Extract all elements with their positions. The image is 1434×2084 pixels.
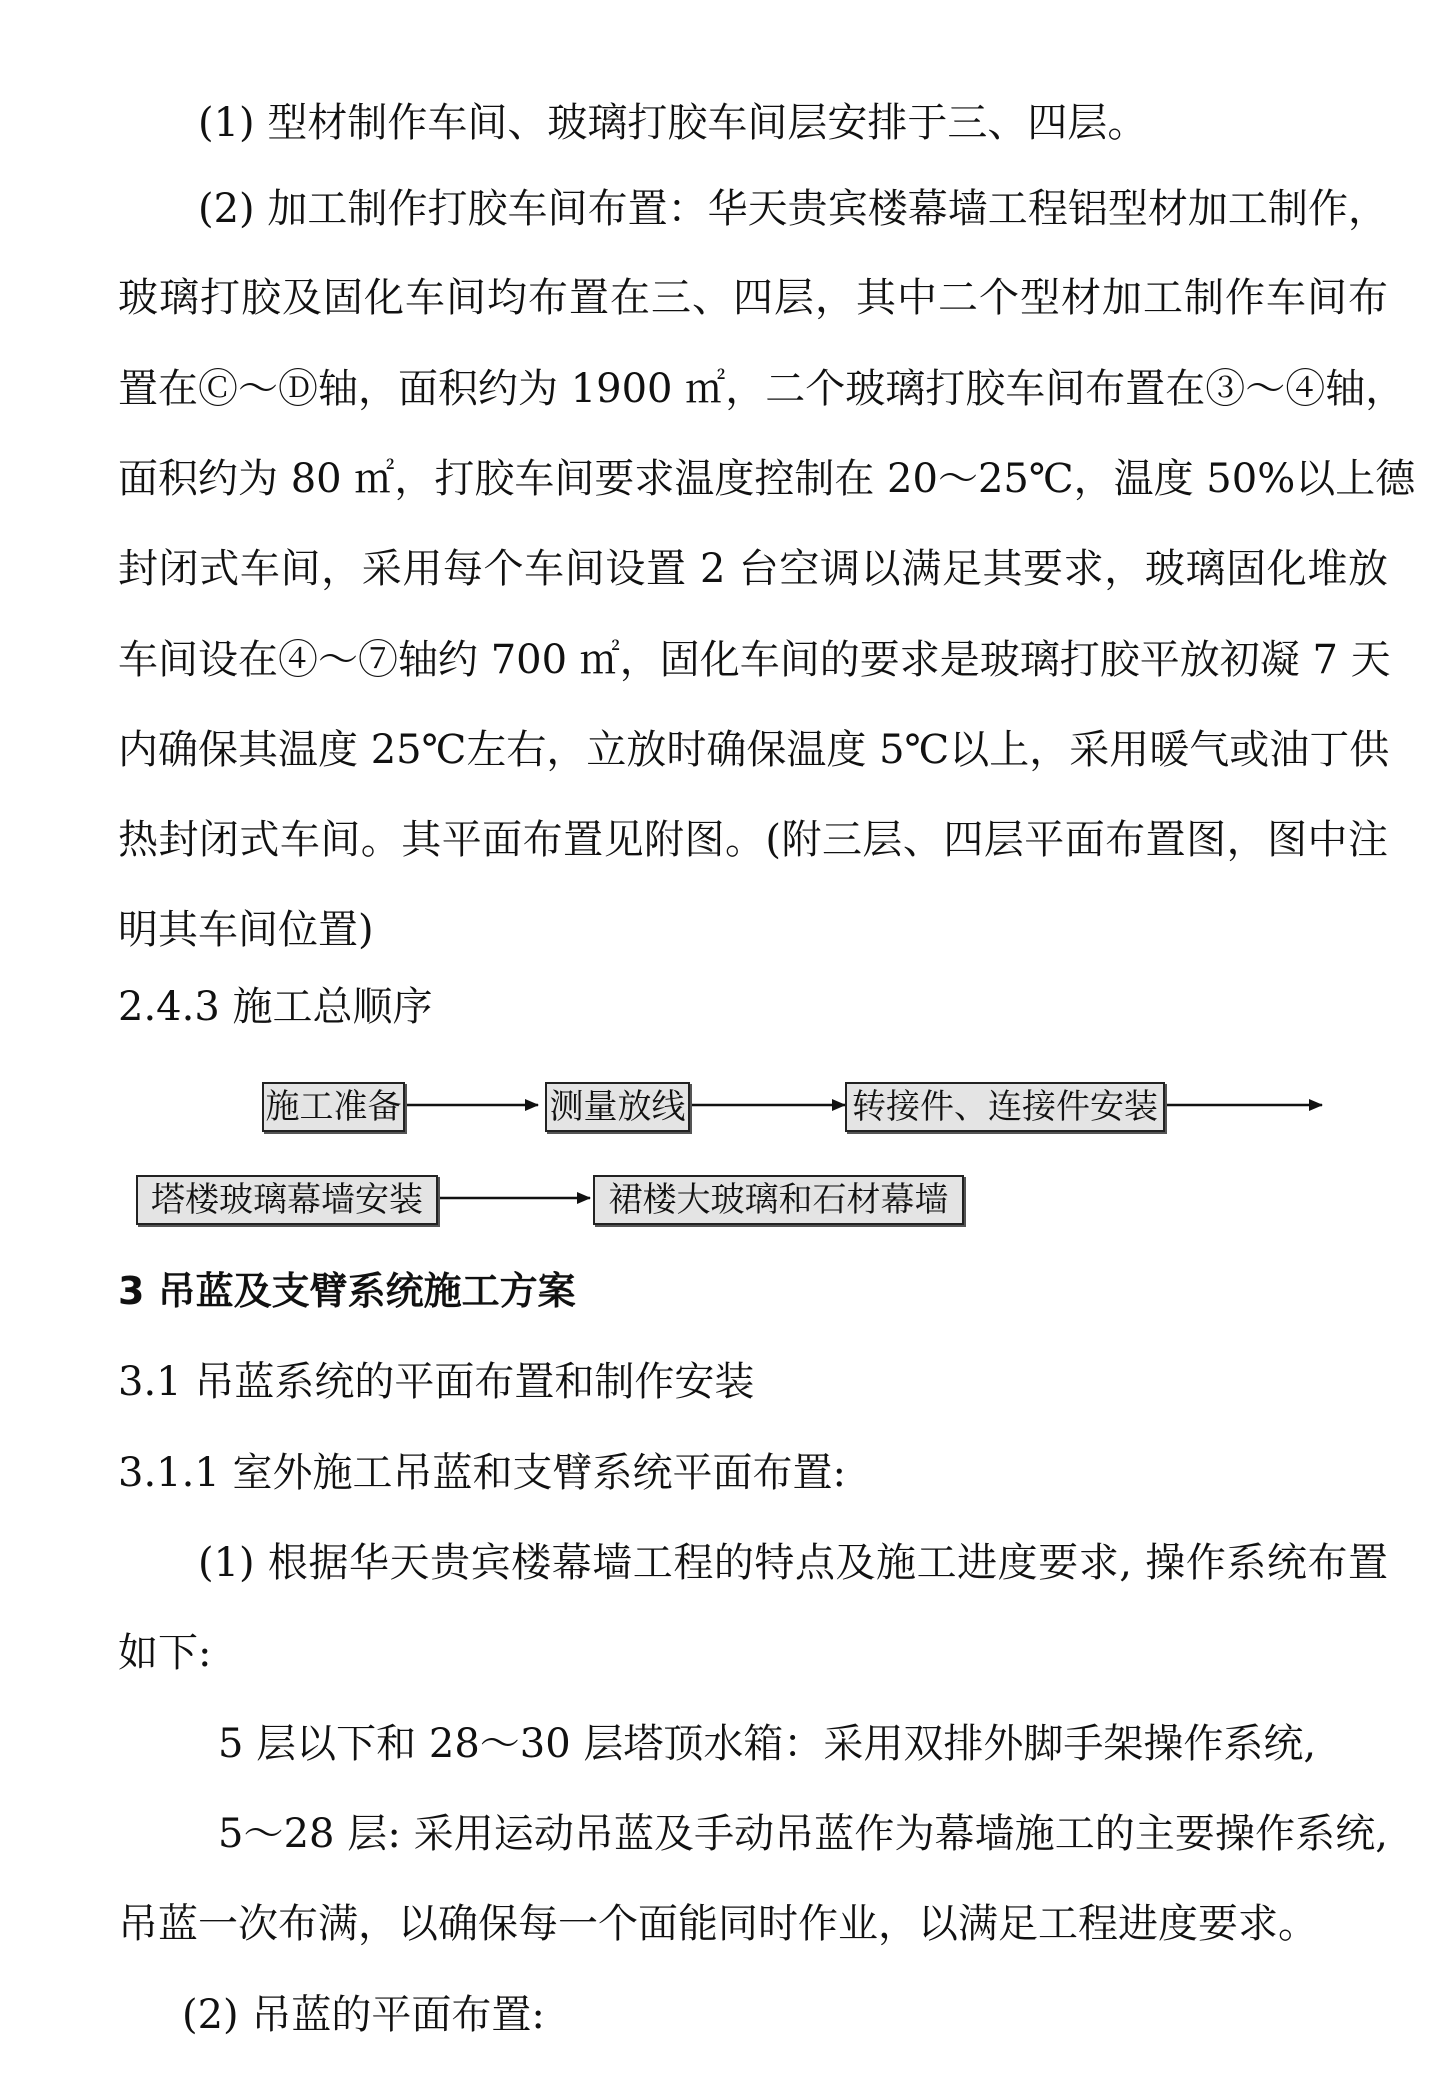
paragraph-2-line-7: 内确保其温度 25℃左右，立放时确保温度 5℃以上，采用暖气或油丁供 <box>118 727 1390 773</box>
flow-step-tower-curtain-wall: 塔楼玻璃幕墙安装 <box>136 1175 438 1225</box>
flow-step-podium-glass-stone: 裙楼大玻璃和石材幕墙 <box>593 1175 964 1225</box>
paragraph-2-line-1: (2) 加工制作打胶车间布置：华天贵宾楼幕墙工程铝型材加工制作， <box>198 186 1388 232</box>
paragraph-2-line-8: 热封闭式车间。其平面布置见附图。(附三层、四层平面布置图，图中注 <box>118 817 1388 863</box>
body2-line-5: 吊蓝一次布满，以确保每一个面能同时作业，以满足工程进度要求。 <box>118 1901 1318 1947</box>
section-heading-3-1: 3.1 吊蓝系统的平面布置和制作安装 <box>118 1359 755 1405</box>
flow-step-connector-install: 转接件、连接件安装 <box>845 1082 1165 1132</box>
paragraph-2-line-5: 封闭式车间，采用每个车间设置 2 台空调以满足其要求，玻璃固化堆放 <box>118 546 1388 592</box>
paragraph-1: (1) 型材制作车间、玻璃打胶车间层安排于三、四层。 <box>198 100 1148 146</box>
body2-line-6: (2) 吊蓝的平面布置: <box>182 1992 545 2038</box>
body2-line-3: 5 层以下和 28～30 层塔顶水箱：采用双排外脚手架操作系统, <box>218 1721 1317 1767</box>
section-heading-3: 3 吊蓝及支臂系统施工方案 <box>118 1269 576 1313</box>
paragraph-2-line-3: 置在Ⓒ～Ⓓ轴，面积约为 1900 ㎡，二个玻璃打胶车间布置在③～④轴， <box>118 366 1406 412</box>
paragraph-2-line-9: 明其车间位置) <box>118 907 374 953</box>
paragraph-2-line-4: 面积约为 80 ㎡，打胶车间要求温度控制在 20～25℃，温度 50%以上德 <box>118 456 1416 502</box>
flow-step-preparation: 施工准备 <box>262 1082 405 1132</box>
paragraph-2-line-2: 玻璃打胶及固化车间均布置在三、四层，其中二个型材加工制作车间布 <box>118 275 1388 321</box>
paragraph-2-line-6: 车间设在④～⑦轴约 700 ㎡，固化车间的要求是玻璃打胶平放初凝 7 天 <box>118 637 1391 683</box>
body2-line-1: (1) 根据华天贵宾楼幕墙工程的特点及施工进度要求, 操作系统布置 <box>198 1540 1388 1586</box>
flow-step-survey: 测量放线 <box>545 1082 690 1132</box>
body2-line-4: 5～28 层: 采用运动吊蓝及手动吊蓝作为幕墙施工的主要操作系统, <box>218 1811 1388 1857</box>
section-heading-2-4-3: 2.4.3 施工总顺序 <box>118 984 433 1030</box>
section-heading-3-1-1: 3.1.1 室外施工吊蓝和支臂系统平面布置: <box>118 1450 846 1496</box>
body2-line-2: 如下: <box>118 1630 212 1676</box>
